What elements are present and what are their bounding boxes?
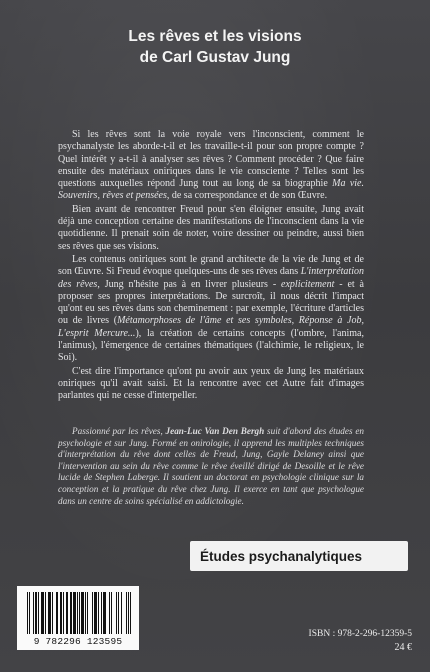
barcode-bar: [95, 592, 96, 634]
barcode-bar: [29, 592, 30, 634]
barcode-bar: [96, 592, 97, 634]
collection-label: Études psychanalytiques: [190, 541, 408, 571]
barcode-bar: [83, 592, 84, 634]
barcode-bar: [43, 592, 44, 634]
summary-text: [58, 129, 364, 403]
barcode-bar: [38, 592, 39, 634]
barcode-bar: [111, 592, 112, 634]
barcode-bar: [82, 592, 83, 634]
text-run: , de sa correspondance et de son Œuvre.: [166, 190, 328, 202]
barcode-bar: [98, 592, 99, 634]
barcode-bar: [118, 592, 119, 634]
barcode-bar: [75, 592, 76, 634]
summary-paragraph-2: Bien avant de rencontrer Freud pour s'en éloigner ensuite, Jung avait déjà une conception certaine des manifestations de l'inconscient dans la vie quotidienne. Il prenait soin de noter, voire dessiner ou peindre, aussi bien ses rêves que ses visions.: [58, 203, 364, 252]
author-bio-paragraph: [58, 426, 364, 507]
barcode-bar: [79, 592, 80, 634]
barcode-bar: [130, 592, 131, 634]
barcode-bar: [73, 592, 74, 634]
title-line-2: de Carl Gustav Jung: [139, 49, 291, 66]
barcode-bar: [45, 592, 46, 634]
book-title-reference: Métamorphoses de l'âme et ses symboles, Réponse à Job, L'esprit Mercure...: [58, 315, 364, 339]
barcode-bar: [66, 592, 67, 634]
barcode-bar: [104, 592, 105, 634]
barcode-bar: [126, 592, 127, 634]
summary-paragraph-1: [58, 129, 364, 203]
text-run: Les contenus oniriques sont le grand architecte de la vie de Jung et de son Œuvre. Si Freud évoque quelques-uns de ses rêves dans: [58, 253, 364, 278]
barcode-bar: [94, 592, 95, 634]
book-title-reference: L'interprétation des rêves: [58, 266, 364, 290]
summary-paragraph-4: C'est dire l'importance qu'ont pu avoir aux yeux de Jung les matériaux oniriques qu'il avait saisi. Et la rencontre avec cet Autre fait d'images parlantes qui ne cesse d'interpeller.: [58, 365, 364, 402]
author-bio: [58, 426, 364, 507]
text-run: suit d'abord des études en psychologie et sur Jung. Formé en onirologie, il apprend les multiples techniques d'interprétation du rêve dont celles de Freud, Jung, Gayle Delaney ainsi que l'intervention au sein du rêve comme le rêve éveillé dirigé de Desoille et le rêve lucide de Stephen Laberge. Il soutient un doctorat en psychologie clinique sur la conception et la pratique du rêve chez Jung. Il exerce en tant que psychologue dans un centre de soins spécialisé en addictologie.: [58, 426, 364, 506]
barcode-bar: [121, 592, 122, 634]
barcode-bar: [116, 592, 117, 634]
barcode-bar: [35, 592, 36, 634]
barcode-bar: [92, 592, 93, 634]
text-run: ), la création de certains concepts (l'ombre, l'anima, l'animus), l'émergence de certaines thématiques (l'alchimie, le religieux, le Soi).: [58, 327, 364, 364]
barcode-digits: 9 782296 123595: [33, 636, 123, 647]
barcode-bar: [60, 592, 61, 634]
emphasis: explicitement: [281, 278, 335, 290]
barcode-bar: [67, 592, 68, 634]
isbn: ISBN : 978-2-296-12359-5: [308, 629, 412, 639]
title-line-1: Les rêves et les visions: [128, 28, 302, 45]
barcode-bar: [33, 592, 34, 634]
barcode-bar: [70, 592, 71, 634]
barcode-bar: [77, 592, 78, 634]
book-title: [0, 26, 430, 68]
barcode-bar: [85, 592, 86, 634]
text-run: Passionné par les rêves,: [72, 426, 166, 436]
barcode-bar: [63, 592, 64, 634]
barcode-bar: [105, 592, 106, 634]
barcode-bar: [36, 592, 37, 634]
barcode-bar: [56, 592, 57, 634]
text-run: , Jung n'hésite pas à en livrer plusieurs -: [97, 278, 282, 290]
barcode-bar: [128, 592, 129, 634]
barcode: [17, 586, 139, 650]
barcode-bar: [50, 592, 51, 634]
author-name: Jean-Luc Van Den Bergh: [165, 426, 265, 436]
barcode-bar: [42, 592, 43, 634]
barcode-bar: [48, 592, 49, 634]
book-title-reference: Ma vie. Souvenirs, rêves et pensées: [58, 178, 364, 202]
summary-paragraph-3: [58, 254, 364, 365]
barcode-bar: [57, 592, 58, 634]
barcode-bar: [81, 592, 82, 634]
barcode-bar: [74, 592, 75, 634]
barcode-bar: [101, 592, 102, 634]
text-run: Si les rêves sont la voie royale vers l'inconscient, comment le psychanalyste les aborde-t-il et les travaille-t-il pour son propre compte ? Quel intérêt y a-t-il à analyser ses rêves ? Comment procéder ? Que faire ensuite des matériaux oniriques dans le vie consciente ? Telles sont les questions auxquelles répond Jung tout au long de sa biographie: [58, 129, 364, 190]
barcode-bar: [52, 592, 53, 634]
barcode-bar: [27, 592, 28, 634]
price: 24 €: [394, 642, 412, 653]
text-run: - et à proposer ses propres interprétations. De surcroît, il nous décrit l'impact qu'ont eu ses rêves dans son cheminement : par exemple, l'écriture d'articles ou de livres (: [58, 278, 364, 327]
barcode-bar: [49, 592, 50, 634]
barcode-bar: [71, 592, 72, 634]
barcode-bar: [87, 592, 88, 634]
barcode-bar: [61, 592, 62, 634]
barcode-bar: [103, 592, 104, 634]
barcode-bar: [41, 592, 42, 634]
barcode-bar: [109, 592, 110, 634]
